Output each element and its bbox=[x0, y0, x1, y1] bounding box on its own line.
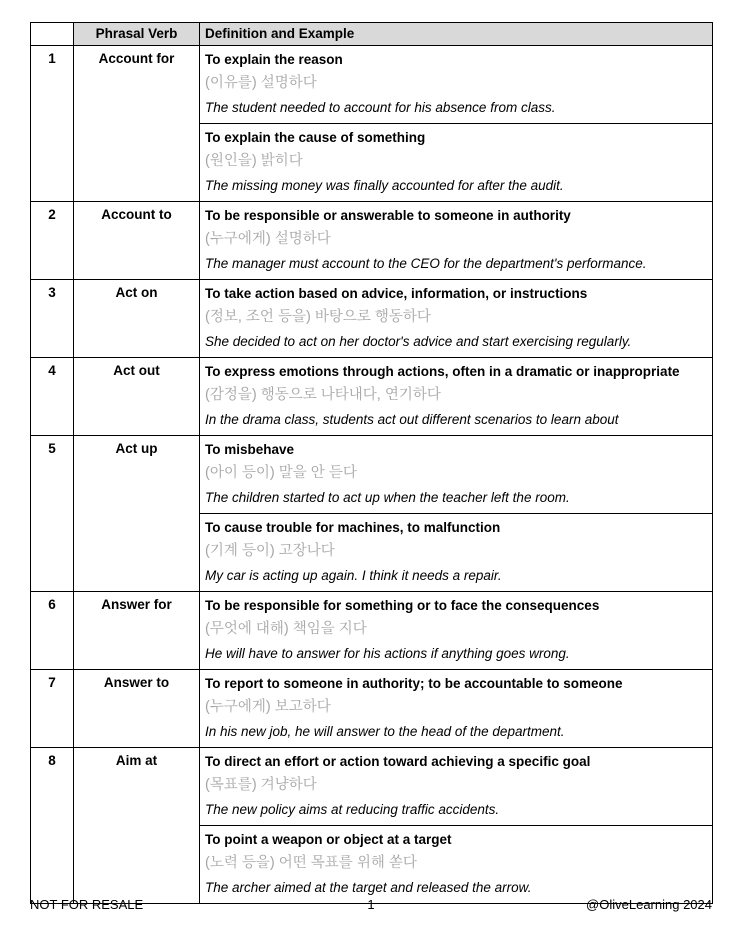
definition-block bbox=[200, 124, 713, 202]
phrasal-verb-table-container bbox=[30, 22, 713, 904]
header-phrasal-verb: Phrasal Verb bbox=[74, 23, 200, 46]
phrasal-verb-cell: Act out bbox=[74, 358, 200, 436]
table-row bbox=[31, 436, 713, 514]
definition-block bbox=[200, 436, 713, 514]
table-row bbox=[31, 280, 713, 358]
definition-block bbox=[200, 514, 713, 592]
page-footer bbox=[0, 897, 742, 917]
example-sentence: He will have to answer for his actions if anything goes wrong. bbox=[205, 646, 570, 661]
definition-text: To cause trouble for machines, to malfunction bbox=[205, 520, 501, 535]
korean-translation: (노력 등을) 어떤 목표를 위해 쏟다 bbox=[205, 855, 417, 871]
example-sentence: My car is acting up again. I think it needs a repair. bbox=[205, 568, 502, 583]
row-number: 6 bbox=[31, 592, 74, 670]
table-row bbox=[31, 592, 713, 670]
phrasal-verb-cell: Account for bbox=[74, 46, 200, 202]
footer-page-number: 1 bbox=[367, 897, 375, 912]
definition-text: To explain the cause of something bbox=[205, 130, 426, 145]
korean-translation: (정보, 조언 등을) 바탕으로 행동하다 bbox=[205, 309, 431, 325]
example-sentence: In his new job, he will answer to the head of the department. bbox=[205, 724, 565, 739]
phrasal-verb-cell: Account to bbox=[74, 202, 200, 280]
table-row bbox=[31, 670, 713, 748]
definition-block bbox=[200, 670, 713, 748]
korean-translation: (아이 등이) 말을 안 듣다 bbox=[205, 465, 357, 481]
definition-text: To be responsible for something or to face the consequences bbox=[205, 598, 600, 613]
definition-block bbox=[200, 202, 713, 280]
example-sentence: She decided to act on her doctor's advice and start exercising regularly. bbox=[205, 334, 632, 349]
table-row bbox=[31, 748, 713, 826]
korean-translation: (누구에게) 설명하다 bbox=[205, 231, 331, 247]
definition-block bbox=[200, 358, 713, 436]
definition-text: To report to someone in authority; to be accountable to someone bbox=[205, 676, 623, 691]
row-number: 3 bbox=[31, 280, 74, 358]
definition-text: To explain the reason bbox=[205, 52, 343, 67]
row-number: 4 bbox=[31, 358, 74, 436]
footer-not-for-resale: NOT FOR RESALE bbox=[30, 897, 144, 912]
phrasal-verb-cell: Answer for bbox=[74, 592, 200, 670]
definition-block bbox=[200, 46, 713, 124]
phrasal-verb-table-body bbox=[31, 46, 713, 904]
row-number: 2 bbox=[31, 202, 74, 280]
example-sentence: The archer aimed at the target and released the arrow. bbox=[205, 880, 532, 895]
korean-translation: (기계 등이) 고장나다 bbox=[205, 543, 335, 559]
table-row bbox=[31, 46, 713, 124]
header-number-cell bbox=[31, 23, 74, 46]
definition-text: To direct an effort or action toward achieving a specific goal bbox=[205, 754, 591, 769]
example-sentence: The student needed to account for his absence from class. bbox=[205, 100, 556, 115]
korean-translation: (누구에게) 보고하다 bbox=[205, 699, 331, 715]
example-sentence: The new policy aims at reducing traffic accidents. bbox=[205, 802, 500, 817]
definition-text: To express emotions through actions, often in a dramatic or inappropriate bbox=[205, 364, 680, 379]
example-sentence: The manager must account to the CEO for the department's performance. bbox=[205, 256, 647, 271]
phrasal-verb-table bbox=[30, 22, 713, 904]
definition-text: To take action based on advice, information, or instructions bbox=[205, 286, 588, 301]
definition-block bbox=[200, 280, 713, 358]
row-number: 1 bbox=[31, 46, 74, 202]
table-row bbox=[31, 202, 713, 280]
definition-block bbox=[200, 592, 713, 670]
definition-block bbox=[200, 748, 713, 826]
example-sentence: The missing money was finally accounted for after the audit. bbox=[205, 178, 564, 193]
row-number: 8 bbox=[31, 748, 74, 904]
header-row bbox=[31, 23, 713, 46]
definition-text: To be responsible or answerable to someone in authority bbox=[205, 208, 571, 223]
header-definition-example: Definition and Example bbox=[200, 23, 713, 46]
table-row bbox=[31, 358, 713, 436]
example-sentence: In the drama class, students act out different scenarios to learn about bbox=[205, 412, 619, 427]
definition-text: To misbehave bbox=[205, 442, 295, 457]
korean-translation: (목표를) 겨냥하다 bbox=[205, 777, 317, 793]
phrasal-verb-cell: Act on bbox=[74, 280, 200, 358]
phrasal-verb-cell: Answer to bbox=[74, 670, 200, 748]
row-number: 7 bbox=[31, 670, 74, 748]
definition-text: To point a weapon or object at a target bbox=[205, 832, 452, 847]
row-number: 5 bbox=[31, 436, 74, 592]
korean-translation: (감정을) 행동으로 나타내다, 연기하다 bbox=[205, 387, 441, 403]
table-header bbox=[31, 23, 713, 46]
korean-translation: (원인을) 밝히다 bbox=[205, 153, 303, 169]
definition-block bbox=[200, 826, 713, 904]
example-sentence: The children started to act up when the teacher left the room. bbox=[205, 490, 570, 505]
korean-translation: (무엇에 대해) 책임을 지다 bbox=[205, 621, 367, 637]
footer-credit: @OliveLearning 2024 bbox=[586, 897, 712, 912]
korean-translation: (이유를) 설명하다 bbox=[205, 75, 317, 91]
phrasal-verb-cell: Aim at bbox=[74, 748, 200, 904]
phrasal-verb-cell: Act up bbox=[74, 436, 200, 592]
